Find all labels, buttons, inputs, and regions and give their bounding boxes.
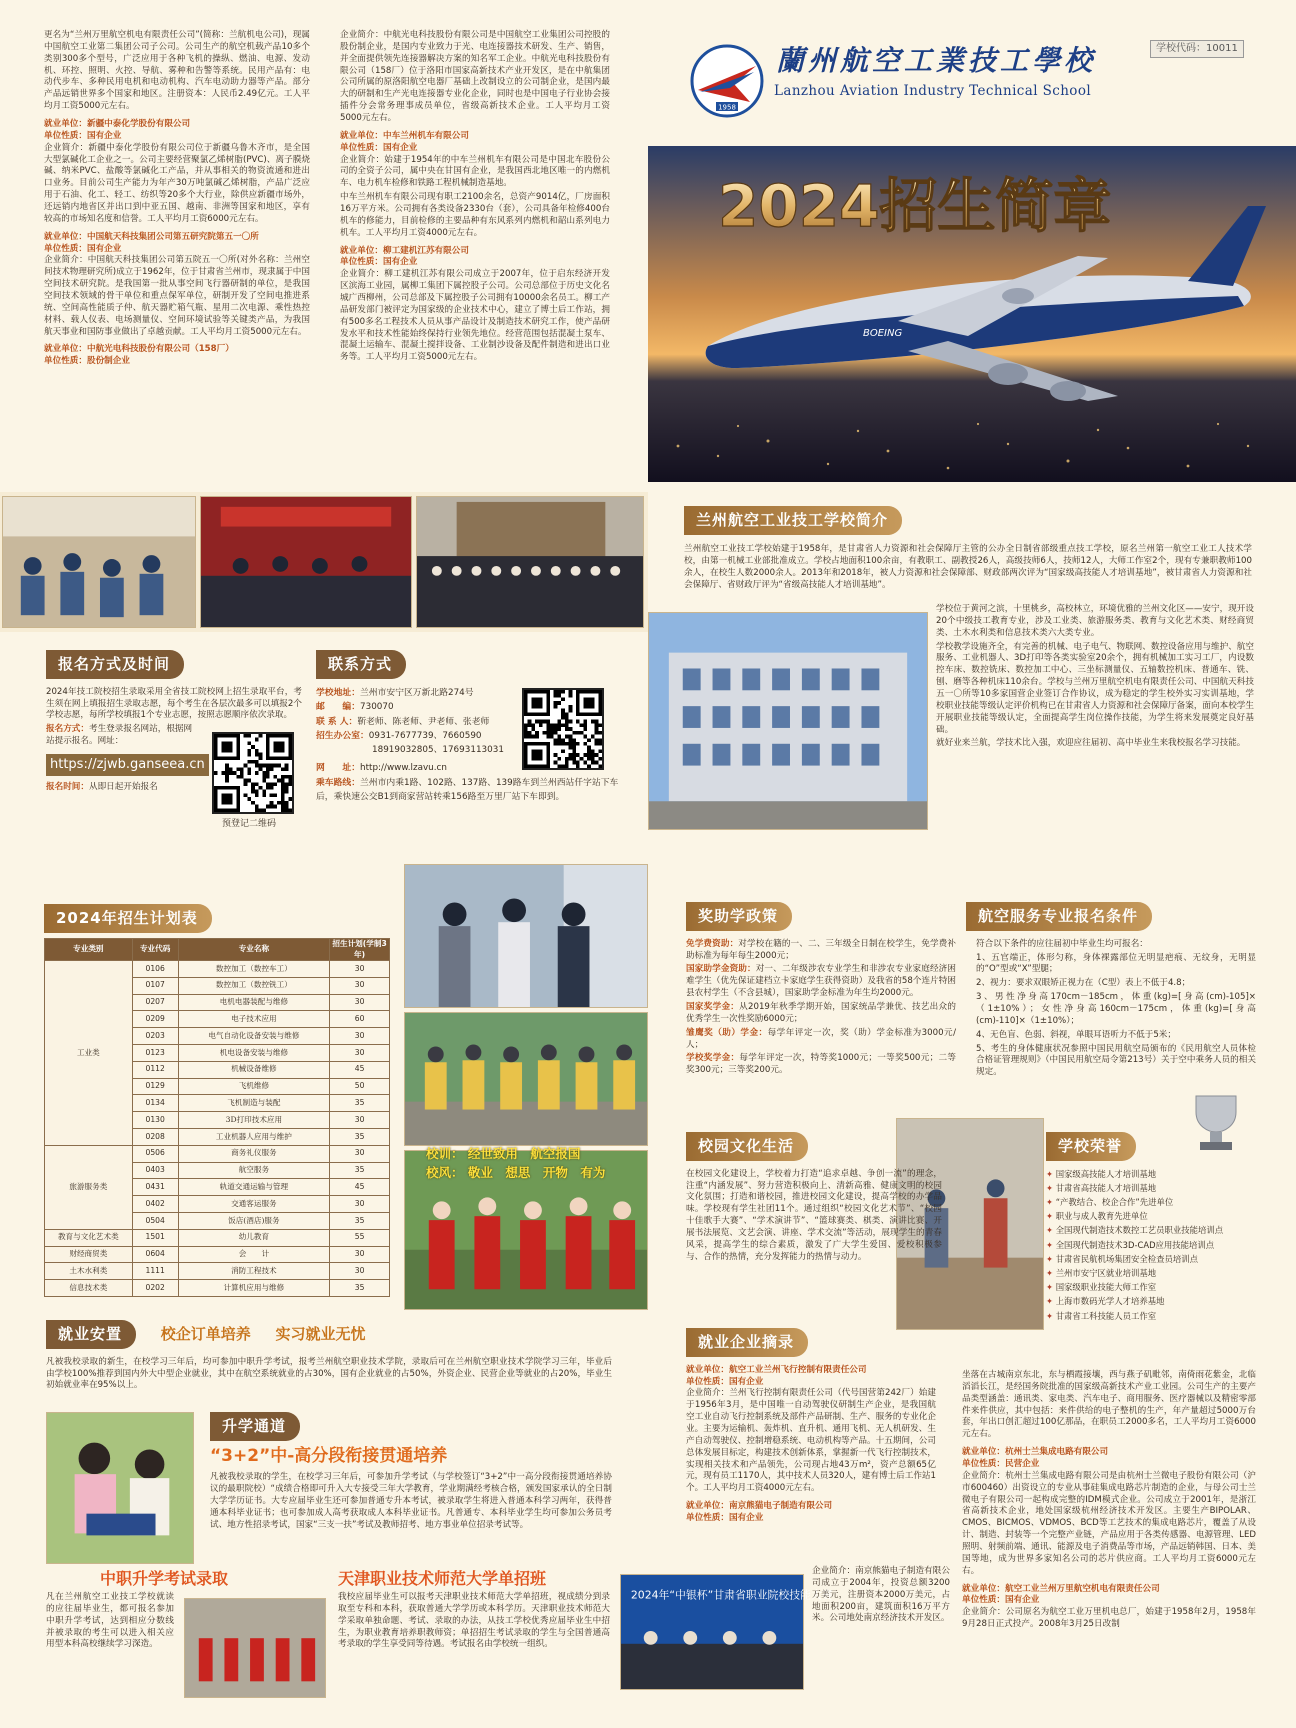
signup-method: 考生登录报名网站，根据网站提示报名。网址：: [46, 724, 193, 747]
employ-section: [46, 1320, 612, 1394]
scholar-item-label: 学校奖学金：: [686, 1053, 740, 1064]
contact-details: [316, 686, 619, 804]
employer-unit: 就业单位：航空工业兰州飞行控制有限责任公司: [686, 1364, 867, 1375]
plan-code-cell: 0431: [132, 1179, 178, 1196]
plan-quota-cell: 60: [330, 1011, 390, 1028]
campus-motto-sign: [426, 1144, 640, 1183]
employer-unit: 就业单位：中车兰州机车有限公司: [340, 130, 469, 141]
plan-code-cell: 0207: [132, 994, 178, 1011]
culture-title: 校园文化生活: [686, 1132, 808, 1161]
plan-header-cell: 专业代码: [132, 939, 178, 961]
honor-item: ✦ 兰州市安宁区就业培训基地: [1046, 1268, 1278, 1280]
school-code: 学校代码：10011: [1150, 40, 1244, 58]
top-mid-column: [340, 30, 610, 366]
plan-row: [45, 1280, 390, 1297]
employer-unit: 就业单位：南京熊猫电子制造有限公司: [686, 1501, 833, 1512]
plan-quota-cell: 30: [330, 1196, 390, 1213]
plan-quota-cell: 50: [330, 1078, 390, 1095]
honor-item: ✦ 甘肃省民航机场集团安全检查员培训点: [1046, 1254, 1278, 1266]
plan-major-cell: 会 计: [178, 1246, 330, 1263]
scholar-item-label: 国家奖学金：: [686, 1001, 740, 1012]
plan-category-cell: 旅游服务类: [45, 1145, 133, 1229]
banner: [648, 146, 1296, 482]
plan-major-cell: 计算机应用与维修: [178, 1280, 330, 1297]
about-section: [684, 506, 1284, 535]
signup-time: 从即日起开始报名: [88, 781, 158, 792]
plan-major-cell: 商务礼仪服务: [178, 1145, 330, 1162]
plan-code-cell: 0403: [132, 1162, 178, 1179]
aviation-title: 航空服务专业报名条件: [966, 902, 1152, 931]
plan-code-cell: 0130: [132, 1112, 178, 1129]
plan-quota-cell: 45: [330, 1061, 390, 1078]
plan-major-cell: 饭店(酒店)服务: [178, 1212, 330, 1229]
school-website-link[interactable]: http://www.lzavu.cn: [360, 763, 447, 774]
signup-url-link[interactable]: https://zjwb.ganseea.cn: [46, 754, 209, 776]
signup-title: 报名方式及时间: [46, 650, 184, 679]
photo-group: [416, 496, 644, 628]
school-ethos: 校风： 敬业 想思 开物 有为: [426, 1165, 606, 1181]
plan-row: [45, 961, 390, 978]
tianjin-text: 我校应届毕业生可以报考天津职业技术师范大学单招班，视成绩分到录取至专科和本科，获取普通大学学历或本科学历。天津职业技术师范大学采取单独命题、考试、录取的办法，从技工学校优秀应届毕业生中招生，为职业教育培养职教师资；单招招生考试录取的学生与全国普通高考录取的学生享受同等待遇。考试报名由学校统一组织。: [338, 1592, 610, 1650]
scholar-item-label: 国家助学金资助：: [686, 964, 756, 975]
plan-quota-cell: 35: [330, 1162, 390, 1179]
plan-title: 2024年招生计划表: [44, 904, 212, 933]
scholar-item: [686, 1028, 956, 1052]
upgrade-title: 升学通道: [210, 1412, 300, 1441]
plan-major-cell: 工业机器人应用与维护: [178, 1128, 330, 1145]
employ-slogan-1: 校企订单培养: [160, 1325, 251, 1343]
plan-quota-cell: 30: [330, 1028, 390, 1045]
honor-item: ✦ 甘肃省工科技能人员工作室: [1046, 1311, 1278, 1323]
about-para-1: 兰州航空工业技工学校始建于1958年，是甘肃省人力资源和社会保障厅主管的公办全日制省部级重点技工学校，原名兰州第一航空工业工人技术学校，由第一机械工业部批准成立。学校占地面积100余亩，有教职工、副教授26人，高级技师6人，技师12人，大师工作室2个，现有专兼职教师100余人，在校生人数2000余人。2013年和2018年，被人力资源和社会保障部、财政部两次评为“国家级高技能人才培训基地”，被甘肃省人力资源和社会保障厅、省财政厅评为“省级高技能人才培训基地”。: [684, 544, 1252, 590]
scholar-item: [686, 964, 956, 1000]
plan-major-cell: 飞机维修: [178, 1078, 330, 1095]
phone-numbers-2: 18919032805、17693113031: [372, 745, 504, 755]
employer-nature: 单位性质：股份制企业: [44, 356, 130, 367]
honor-item: ✦ “产教结合、校企合作”先进单位: [1046, 1197, 1278, 1209]
signup-text: 2024年技工院校招生录取采用全省技工院校网上招生录取平台，考生须在网上填报招生录取志愿，每个考生在各层次最多可以填报2个学校志愿，每所学校填报1个专业志愿，按照志愿顺序依次录取。: [46, 686, 302, 721]
plan-table-wrap: [44, 938, 390, 1297]
person-label: 联 系 人：: [316, 716, 358, 727]
employer-desc: 企业简介：中航光电科技股份有限公司是中国航空工业集团公司控股的股份制企业，是国内专业致力于光、电连接器技术研发、生产、销售，并全面提供领先连接器解决方案的知名军工企业。中航光电科技股份有限公司（158厂）位于洛阳市国家高新技术产业开发区，是在中航集团公司所属的原洛阳航空电器厂基础上改制设立的公司制企业，是国内最大的研制和生产光电连接器专业化企业，同时也是中国电子行业协会接插件分会常务理事成员单位，省级高新技术企业。工人平均月工资5000元左右。: [340, 30, 610, 124]
about-para-2: 学校位于黄河之滨，十里桃乡，高校林立，环境优雅的兰州文化区——安宁，现开设20个中级技工教育专业，涉及工业类、旅游服务类、教育与文化艺术类、财经商贸类、土木水利类和信息技术类六大类专业。: [936, 604, 1254, 638]
scholar-title: 奖助学政策: [686, 902, 792, 931]
plan-major-cell: 电子技术应用: [178, 1011, 330, 1028]
honor-section: [1046, 1132, 1278, 1325]
enrollment-plan-table: [44, 938, 390, 1297]
plan-section: [44, 904, 390, 933]
aviation-intro: 符合以下条件的应往届初中毕业生均可报名：: [976, 938, 1148, 949]
employer-desc: 企业简介：始建于1954年的中车兰州机车有限公司是中国北车股份公司的全资子公司，属中央在甘国有企业，是我国西北地区唯一的内燃机车、电力机车检修和铁路工程机械制造基地。: [340, 154, 610, 189]
jobs-right-column: [962, 1370, 1256, 1633]
scholar-item: [686, 1053, 956, 1077]
plan-code-cell: 0208: [132, 1128, 178, 1145]
plan-major-cell: 3D打印技术应用: [178, 1112, 330, 1129]
company-intro-wanli: 更名为“兰州万里航空机电有限责任公司”(简称：兰航机电公司)，现属中国航空工业第二集团公司子公司。公司生产的航空机载产品10多个类别300多个型号，广泛应用于各种飞机的操纵、燃油、电源、发动机、环控、照明、火控、导航、雾种和告警等系统。民用产品有：电动代步车、多种民用电机和电动机构、汽车电动助力器等产品。部分产品远销世界多个国家和地区。注册资本：人民币2.49亿元。工人平均月工资5000元左右。: [44, 30, 310, 112]
culture-section: [686, 1132, 942, 1266]
employer-desc: 企业简介：新疆中泰化学股份有限公司位于新疆乌鲁木齐市，是全国大型氯碱化工企业之一。公司主要经营聚氯乙烯树脂(PVC)、离子膜烧碱、纳米PVC、盐酸等氯碱化工产品，并从事相关的物资流通和进出口业务。目前公司生产能力为年产30万吨氯碱乙烯树脂，产品广泛应用于石油、化工、轻工、纺织等20多个大行业，除供应新疆市场外，还远销内地省区并出口到中亚五国、越南、非洲等国家和地区，享有较高的市场知名度和信誉。工人平均月工资6000元左右。: [44, 142, 310, 224]
plan-major-cell: 幼儿教育: [178, 1229, 330, 1246]
employer-desc: 企业简介：公司原名为航空工业万里机电总厂，始建于1958年2月，1958年9月28日正式投产。2008年3月25日改制: [962, 1607, 1256, 1630]
plan-major-cell: 航空服务: [178, 1162, 330, 1179]
honor-item: ✦ 甘肃省高技能人才培训基地: [1046, 1183, 1278, 1195]
phone-numbers-1: 0931-7677739、7660590: [368, 730, 482, 741]
upgrade-subtitle: “3+2”中-高分段衔接贯通培养: [210, 1445, 448, 1466]
aviation-condition: 1、五官端正，体形匀称，身体裸露部位无明显疤痕、无纹身，无明显的“O”型或“X”型腿；: [976, 952, 1256, 975]
employer-unit: 就业单位：中航光电科技股份有限公司（158厂）: [44, 344, 234, 355]
panda-desc: 企业简介：南京熊猫电子制造有限公司成立于2004年，投资总额3200万美元，注册资本2000万美元，占地面积200亩，建筑面积16万平方米。公司地处南京经济技术开发区。: [812, 1566, 950, 1624]
scholar-item-text: 每学年评定一次，奖（助）学金标准为3000元/人；: [686, 1027, 956, 1050]
honor-item: ✦ 国家级高技能人才培训基地: [1046, 1169, 1278, 1181]
plan-code-cell: 0506: [132, 1145, 178, 1162]
contest-banner: 2024年“中银杯”甘肃省职业院校技能大赛: [630, 1588, 833, 1602]
scholar-item-text: 每学年评定一次，特等奖1000元；一等奖500元；二等奖300元；三等奖200元。: [686, 1053, 956, 1076]
plan-quota-cell: 30: [330, 994, 390, 1011]
employer-nature: 单位性质：国有企业: [340, 257, 418, 268]
employer-nature: 单位性质：国有企业: [962, 1595, 1040, 1606]
plan-quota-cell: 30: [330, 1145, 390, 1162]
top-left-column: [44, 30, 310, 368]
honor-item: ✦ 职业与成人教育先进单位: [1046, 1211, 1278, 1223]
honor-title: 学校荣誉: [1046, 1132, 1136, 1161]
plan-quota-cell: 30: [330, 961, 390, 978]
plan-quota-cell: 30: [330, 1246, 390, 1263]
employer-unit: 就业单位：中国航天科技集团公司第五研究院第五一〇所: [44, 231, 259, 242]
plan-code-cell: 1501: [132, 1229, 178, 1246]
plan-code-cell: 0129: [132, 1078, 178, 1095]
employer-unit: 就业单位：航空工业兰州万里航空机电有限责任公司: [962, 1583, 1160, 1594]
plan-code-cell: 0604: [132, 1246, 178, 1263]
scholar-item-text: 对一、二年级涉农专业学生和非涉农专业家庭经济困难学生（优先保证建档立卡家庭学生获得资助）及我省的58个连片特困县农村学生（不含县城），国家助学金标准为年生均2000元。: [686, 964, 956, 999]
plan-quota-cell: 30: [330, 1044, 390, 1061]
about-title: 兰州航空工业技工学校简介: [684, 506, 902, 535]
zip-label: 邮 编：: [316, 702, 360, 713]
employer-nature: 单位性质：民营企业: [962, 1459, 1040, 1470]
employ-slogan-2: 实习就业无忧: [275, 1325, 366, 1343]
plan-code-cell: 0402: [132, 1196, 178, 1213]
school-logo: [690, 44, 764, 118]
employer-unit: 就业单位：新疆中泰化学股份有限公司: [44, 119, 191, 130]
honor-item: ✦ 国家级职业技能大师工作室: [1046, 1282, 1278, 1294]
plan-code-cell: 0134: [132, 1095, 178, 1112]
employer-desc: 企业简介：中国航天科技集团公司第五院五一〇所(对外名称：兰州空间技术物理研究所)成立于1962年，位于甘肃省兰州市，现隶属于中国空间技术研究院。是我国第一批从事空间飞行器研制的单位，是我国空间技术领域的骨干单位和重点保军单位，研制开发了空间电推进系统、空间高性能质子仲、航天器贮箱气瓶、星用二次电源、乘性热控材料、载人仪表、电场测量仪、空间环境试验等关键类产品，为我国航天事业和国防事业做出了卓越贡献。工人平均月工资5000元左右。: [44, 255, 310, 337]
employer-nature: 单位性质：国有企业: [686, 1376, 764, 1387]
plan-code-cell: 0106: [132, 961, 178, 978]
signup-method-label: 报名方式：: [46, 724, 89, 735]
plan-category-cell: 教育与文化艺术类: [45, 1229, 133, 1246]
photo-campus-building: [648, 612, 928, 830]
plan-quota-cell: 30: [330, 1112, 390, 1129]
photo-classroom: [2, 496, 196, 628]
bus-label: 乘车路线：: [316, 777, 360, 788]
scholar-item-text: 对学校在籍的一、二、三年级全日制在校学生，免学费补助标准为每年每生2000元；: [686, 938, 956, 961]
plan-code-cell: 0203: [132, 1028, 178, 1045]
plan-major-cell: 电机电器装配与维修: [178, 994, 330, 1011]
plan-code-cell: 0107: [132, 977, 178, 994]
logo-year: 1958: [718, 103, 736, 112]
photo-ceremony: [200, 496, 412, 628]
bus-route: 兰州市内乘1路、102路、137路、139路车到兰州西站仟字站下车后，乘快速公交B1到商家营站转乘156路至万里厂站下车即到。: [316, 777, 619, 802]
plan-row: [45, 1246, 390, 1263]
plan-quota-cell: 35: [330, 1212, 390, 1229]
trophy-icon: [1176, 1092, 1256, 1152]
about-right-text: [936, 604, 1254, 752]
employer-desc: 企业简介：柳工建机江苏有限公司成立于2007年，位于启东经济开发区滨海工业园，属柳工集团下属控股子公司。公司总部位于历史文化名城广西柳州，公司总部及下属控股子公司拥有10000余名员工。柳工产品研发部门被评定为国家级的企业技术中心，建立了博士后工作站，拥有500多名工程技术人员从事产品设计及制造技术研究工作，使产品研发水平和技术性能始终保持行业领先地位。经营范围包括混凝土泵车、混凝土运输车、混凝土搅拌设备、工业制沙设备及配件制造和进出口业务等。工人平均月工资5000元左右。: [340, 269, 610, 363]
plan-quota-cell: 30: [330, 977, 390, 994]
employer-nature: 单位性质：国有企业: [44, 130, 122, 141]
tianjin-title: 天津职业技术师范大学单招班: [338, 1569, 547, 1588]
exam-text: 凡在兰州航空工业技工学校就读的应往届毕业生，都可报名参加中职升学考试，达到相应分数线并被录取的考生可以进入相关应用型本科高校继续学习深造。: [46, 1592, 174, 1650]
employer-nature: 单位性质：国有企业: [686, 1513, 764, 1523]
contact-qr-code[interactable]: [522, 688, 604, 770]
employer-nature: 单位性质：国有企业: [44, 243, 122, 254]
plan-quota-cell: 45: [330, 1179, 390, 1196]
scholar-item: [686, 939, 956, 963]
plan-code-cell: 1111: [132, 1263, 178, 1280]
plan-code-cell: 0112: [132, 1061, 178, 1078]
plan-code-cell: 0123: [132, 1044, 178, 1061]
plan-major-cell: 交通客运服务: [178, 1196, 330, 1213]
aviation-section: [966, 902, 1256, 1081]
plan-major-cell: 电气自动化设备安装与维修: [178, 1028, 330, 1045]
plan-quota-cell: 30: [330, 1263, 390, 1280]
aviation-condition: 2、视力：要求双眼矫正视力在（C型）表上不低于4.8；: [976, 978, 1191, 989]
plan-major-cell: 机电设备安装与维修: [178, 1044, 330, 1061]
jobs-section: [686, 1328, 936, 1525]
aviation-condition: 5、考生的身体健康状况参照中国民用航空局颁布的《民用航空人员体检合格证管理规则》（中国民用航空局令第213号）关于空中乘务人员的相关规定。: [976, 1043, 1256, 1078]
employer-nature: 单位性质：国有企业: [340, 142, 418, 153]
banner-title: 2024招生简章: [718, 172, 1112, 240]
employ-text: 凡被我校录取的新生，在校学习三年后，均可参加中职升学考试，报考兰州航空职业技术学院，录取后可在兰州航空职业技术学院学习三年，毕业后由学校100%推荐到国内外大中型企业就业，其中在航空系统就业的占30%，国有企业就业的占50%，外资企业、民营企业等就业的占20%，毕业生初始就业率在95%以上。: [46, 1356, 612, 1391]
scholar-section: [686, 902, 956, 1079]
plan-header-cell: 招生计划(学制3年): [330, 939, 390, 961]
plan-code-cell: 0504: [132, 1212, 178, 1229]
photo-students-reading: [46, 1412, 194, 1564]
plan-category-cell: 信息技术类: [45, 1280, 133, 1297]
plan-major-cell: 飞机制造与装配: [178, 1095, 330, 1112]
plan-quota-cell: 35: [330, 1128, 390, 1145]
school-motto: 校训： 经世致用 航空报国: [426, 1146, 581, 1161]
plan-major-cell: 轨道交通运输与管理: [178, 1179, 330, 1196]
jobs-title: 就业企业摘录: [686, 1328, 808, 1357]
plan-quota-cell: 35: [330, 1095, 390, 1112]
contact-section: [316, 650, 636, 679]
school-address: 兰州市安宁区万新北路274号: [360, 688, 474, 698]
employer-desc-2: 中车兰州机车有限公司现有职工2100余名，总资产9014亿，厂房面积16万平方米。公司拥有各类设备2330台（套），公司具备年检修400台机车的修能力，目前检修的主要品种有东风系列内燃机和韶山系列电力机车。工人平均月工资4000元左右。: [340, 192, 610, 238]
upgrade-text: 凡被我校录取的学生，在校学习三年后，可参加升学考试（与学校签订“3+2”中一高分段衔接贯通培养协议的最职院校）“成绩合格即可升入大专接受三年大学教育，学业期满经考核合格，颁发国家承认的全日制大学学历证书。大专应届毕业生还可参加普通专升本考试，被录取学生将进入普通本科学习两年，获得普通本科毕业证书；也可参加成人高考获取成人本科毕业证书。凡普通专、本科毕业学生均可参加公务员考试、地方性招录考试，国家“三支一扶”考试及教师招考、地方事业单位招录考试等。: [210, 1472, 612, 1530]
employer-unit: 就业单位：柳工建机江苏有限公司: [340, 245, 469, 256]
plan-row: [45, 1229, 390, 1246]
plan-major-cell: 数控加工（数控铣工）: [178, 977, 330, 994]
photo-uniform-students: [404, 1012, 648, 1146]
plan-category-cell: 土木水利类: [45, 1263, 133, 1280]
phone-label: 招生办公室：: [316, 730, 369, 741]
school-name-cn: 蘭州航空工業技工學校: [776, 44, 1097, 77]
scholar-item: [686, 1002, 956, 1026]
contact-person: 靳老师、陈老师、尹老师、张老师: [357, 716, 490, 727]
photo-leaders: [404, 864, 648, 1008]
scholar-item-label: 免学费资助：: [686, 938, 739, 949]
culture-text: 在校园文化建设上，学校着力打造“追求卓越、争创一流”的理念，注重“内涵发展”、努力营造积极向上、清新高雅、健康文明的校园文化氛围；打造和谐校园，推进校园文化建设，提高学校的办学品味。学校现有学生社团11个。通过组织“校园文化艺术节”、“校园十佳歌手大赛”、“学术演讲节”、“篮球赛类、棋类、演讲比赛、开展书法展览、文艺会演、讲座、学术交流”等活动，展现学生的青春风采，提高学生的综合素质，激发了广大学生爱国、爱校积极参与、合作的热情，充分发挥能力的热情与动力。: [686, 1168, 942, 1262]
plan-row: [45, 1263, 390, 1280]
exam-title: 中职升学考试录取: [100, 1569, 229, 1588]
plan-major-cell: 数控加工（数控车工）: [178, 961, 330, 978]
zip-code: 730070: [360, 702, 394, 713]
upgrade-section: [210, 1412, 612, 1533]
plan-code-cell: 0202: [132, 1280, 178, 1297]
about-para-3: 学校教学设施齐全，有完善的机械、电子电气、物联网、数控设备应用与维护、航空服务、工业机器人、3D打印等各类实验室20余个，拥有机械加工实习工厂，内设数控车床、数控铣床、数控加工中心、三坐标测量仪、五轴数控机床、普通车、铣、刨、磨等各种机床110余台。学校与兰州万里航空机电有限责任公司、中国航天科技五一〇所等10多家国营企业签订合作协议，成为稳定的学生校外实习实训基地，学校职业技能等级认定评价机构已在甘肃省人力资源和社会保障厅备案，面向本校学生开展职业技能等级认定，全面提高学生岗位操作技能，为学生将来发展奠定良好基础。: [936, 641, 1254, 735]
honor-item: ✦ 全国现代制造技术数控工艺员职业技能培训点: [1046, 1225, 1278, 1237]
school-header: [640, 30, 1280, 150]
plan-major-cell: 机械设备维修: [178, 1061, 330, 1078]
scholar-item-label: 雏鹰奖（助）学金：: [686, 1027, 768, 1038]
aviation-condition: 4、无色盲、色弱、斜视，单眼耳语听力不低于5米；: [976, 1029, 1176, 1040]
employ-title: 就业安置: [46, 1320, 136, 1349]
employer-desc: 企业简介：杭州士兰集成电路有限公司是由杭州士兰微电子股份有限公司（沪市600460）出资设立的专业从事硅集成电路芯片制造的企业，与母公司士兰微电子有限公司一起构成完整的IDM模式企业。公司成立于2001年，是浙江省高新技术企业，地处国家级杭州经济技术开发区。主要生产BIPOLAR、CMOS、BICMOS、VDMOS、BCD等工艺技术的集成电路芯片，覆盖了从设计、制造、封装等一个完整产业链，产品应用于各类传感器、电源管理、LED照明、射频前端、通讯、能源及电子消费品等市场，产品远销韩国、日本、美国等地，成为世界多家知名公司的芯片供应商。工人平均月工资6000元左右。: [962, 1470, 1256, 1576]
scholar-item-text: 从2019年秋季学期开始，国家统品学兼优、技艺出众的优秀学生一次性奖励6000元；: [686, 1001, 956, 1024]
plan-header-cell: 专业名称: [178, 939, 330, 961]
plan-quota-cell: 35: [330, 1280, 390, 1297]
employer-desc-panda: 坐落在古城南京东北，东与栖霞接壤，西与燕子矶毗邻，南倚雨花紫金，北临滔滔长江，是经国务院批准的国家级高新技术产业工业园。公司生产的主要产品类型涵盖：通讯类、家电类、汽车电子、商用服务、医疗器械以及精密零部件来件供应，其中包括：来件供给的电子整机的生产，年产量超过5000万台套，年出口创汇超过100亿那品，在职员工2000多名，工人平均月工资6000元左右。: [962, 1370, 1256, 1440]
honor-item: ✦ 全国现代制造技术3D-CAD应用技能培训点: [1046, 1240, 1278, 1252]
plan-row: [45, 1145, 390, 1162]
signup-time-label: 报名时间：: [46, 781, 89, 792]
plan-header-cell: 专业类别: [45, 939, 133, 961]
signup-qr-caption: 预登记二维码: [222, 819, 277, 829]
photo-skills-contest: [620, 1574, 833, 1690]
contact-title: 联系方式: [316, 650, 406, 679]
aviation-condition: 3、男性净身高170cm－185cm，体重(kg)=[身高(cm)-105]×（1±10%）；女性净身高160cm－175cm，体重(kg)=[身高(cm)-110]×（1±10%）；: [976, 992, 1256, 1026]
plan-code-cell: 0209: [132, 1011, 178, 1028]
plane-livery: BOEING: [863, 328, 903, 339]
photo-marching-students: [184, 1598, 326, 1698]
web-label: 网 址：: [316, 763, 360, 774]
plan-quota-cell: 55: [330, 1229, 390, 1246]
honor-item: ✦ 上海市数码光学人才培养基地: [1046, 1296, 1278, 1308]
about-para-4: 就好业来兰航，学技术比入强，欢迎应往届初、高中毕业生来我校报名学习技能。: [936, 738, 1246, 749]
plan-category-cell: 工业类: [45, 961, 133, 1146]
signup-qr-code[interactable]: [212, 732, 294, 814]
addr-label: 学校地址：: [316, 688, 360, 698]
employer-unit: 就业单位：杭州士兰集成电路有限公司: [962, 1447, 1109, 1458]
plan-major-cell: 消防工程技术: [178, 1263, 330, 1280]
plan-category-cell: 财经商贸类: [45, 1246, 133, 1263]
school-name-en: Lanzhou Aviation Industry Technical School: [774, 83, 1092, 99]
employer-desc: 企业简介：兰州飞行控制有限责任公司（代号国营第242厂）始建于1956年3月，是中国唯一自动驾驶仪研制生产企业，是我国航空工业自动飞行控制系统及部件产品研制、生产、服务的专业化企业。主要为运输机、轰炸机、直升机、通用飞机、无人机研发、生产自动驾驶仪、控制增稳系统、电动机构等产品。十五期间，公司总体发展目标定，构建技术创新体系，掌握新一代飞行控制技术，实现相关技术和产品领先，公司现占地43万m²，资产总额65亿元，现有员工1170人，其中技术人员320人，建有博士后工作站1个。工人平均月工资4000元左右。: [686, 1388, 936, 1494]
